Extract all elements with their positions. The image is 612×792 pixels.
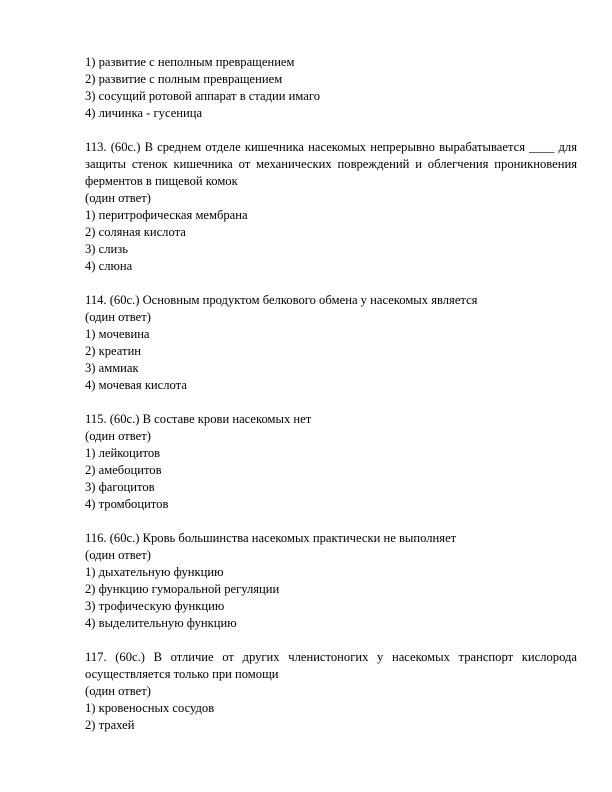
answer-option: 2) амебоцитов [85,463,162,477]
answer-option: 1) кровеносных сосудов [85,701,215,715]
answer-option: 4) слюна [85,259,133,273]
previous-question-answers [85,54,577,122]
answer-option: 1) дыхательную функцию [85,565,224,579]
question-text: 115. (60с.) В составе крови насекомых нет [85,412,312,426]
answer-option: 3) трофическую функцию [85,599,225,613]
answer-mode: (один ответ) [85,429,151,443]
answer-option: 4) мочевая кислота [85,378,187,392]
answer-option: 2) функцию гуморальной регуляции [85,582,280,596]
question-115 [85,411,577,513]
answer-mode: (один ответ) [85,191,151,205]
answer-mode: (один ответ) [85,310,151,324]
answer-option: 2) развитие с полным превращением [85,72,283,86]
question-113 [85,139,577,275]
answer-option: 2) соляная кислота [85,225,186,239]
answer-option: 4) выделительную функцию [85,616,237,630]
question-text: 114. (60с.) Основным продуктом белкового обмена у насекомых является [85,293,478,307]
answer-option: 3) фагоцитов [85,480,155,494]
answer-option: 3) аммиак [85,361,139,375]
question-114 [85,292,577,394]
answer-option: 1) развитие с неполным превращением [85,55,295,69]
answer-mode: (один ответ) [85,548,151,562]
answer-option: 2) трахей [85,718,135,732]
question-116 [85,530,577,632]
answer-option: 4) личинка - гусеница [85,106,203,120]
question-text: 116. (60с.) Кровь большинства насекомых практически не выполняет [85,531,457,545]
answer-option: 4) тромбоцитов [85,497,169,511]
question-117 [85,649,577,734]
answer-option: 1) перитрофическая мембрана [85,208,248,222]
document-page [85,54,577,751]
answer-option: 2) креатин [85,344,142,358]
answer-option: 3) сосущий ротовой аппарат в стадии имаго [85,89,321,103]
answer-option: 1) лейкоцитов [85,446,161,460]
question-text: 117. (60с.) В отличие от других членистоногих у насекомых транспорт кислорода осуществляется только при помощи [85,650,577,681]
question-text: 113. (60с.) В среднем отделе кишечника насекомых непрерывно вырабатывается ____ для защиты стенок кишечника от механических повреждений и облегчения проникновения ферментов в пищевой комок [85,140,577,188]
answer-mode: (один ответ) [85,684,151,698]
answer-option: 3) слизь [85,242,128,256]
answer-option: 1) мочевина [85,327,150,341]
